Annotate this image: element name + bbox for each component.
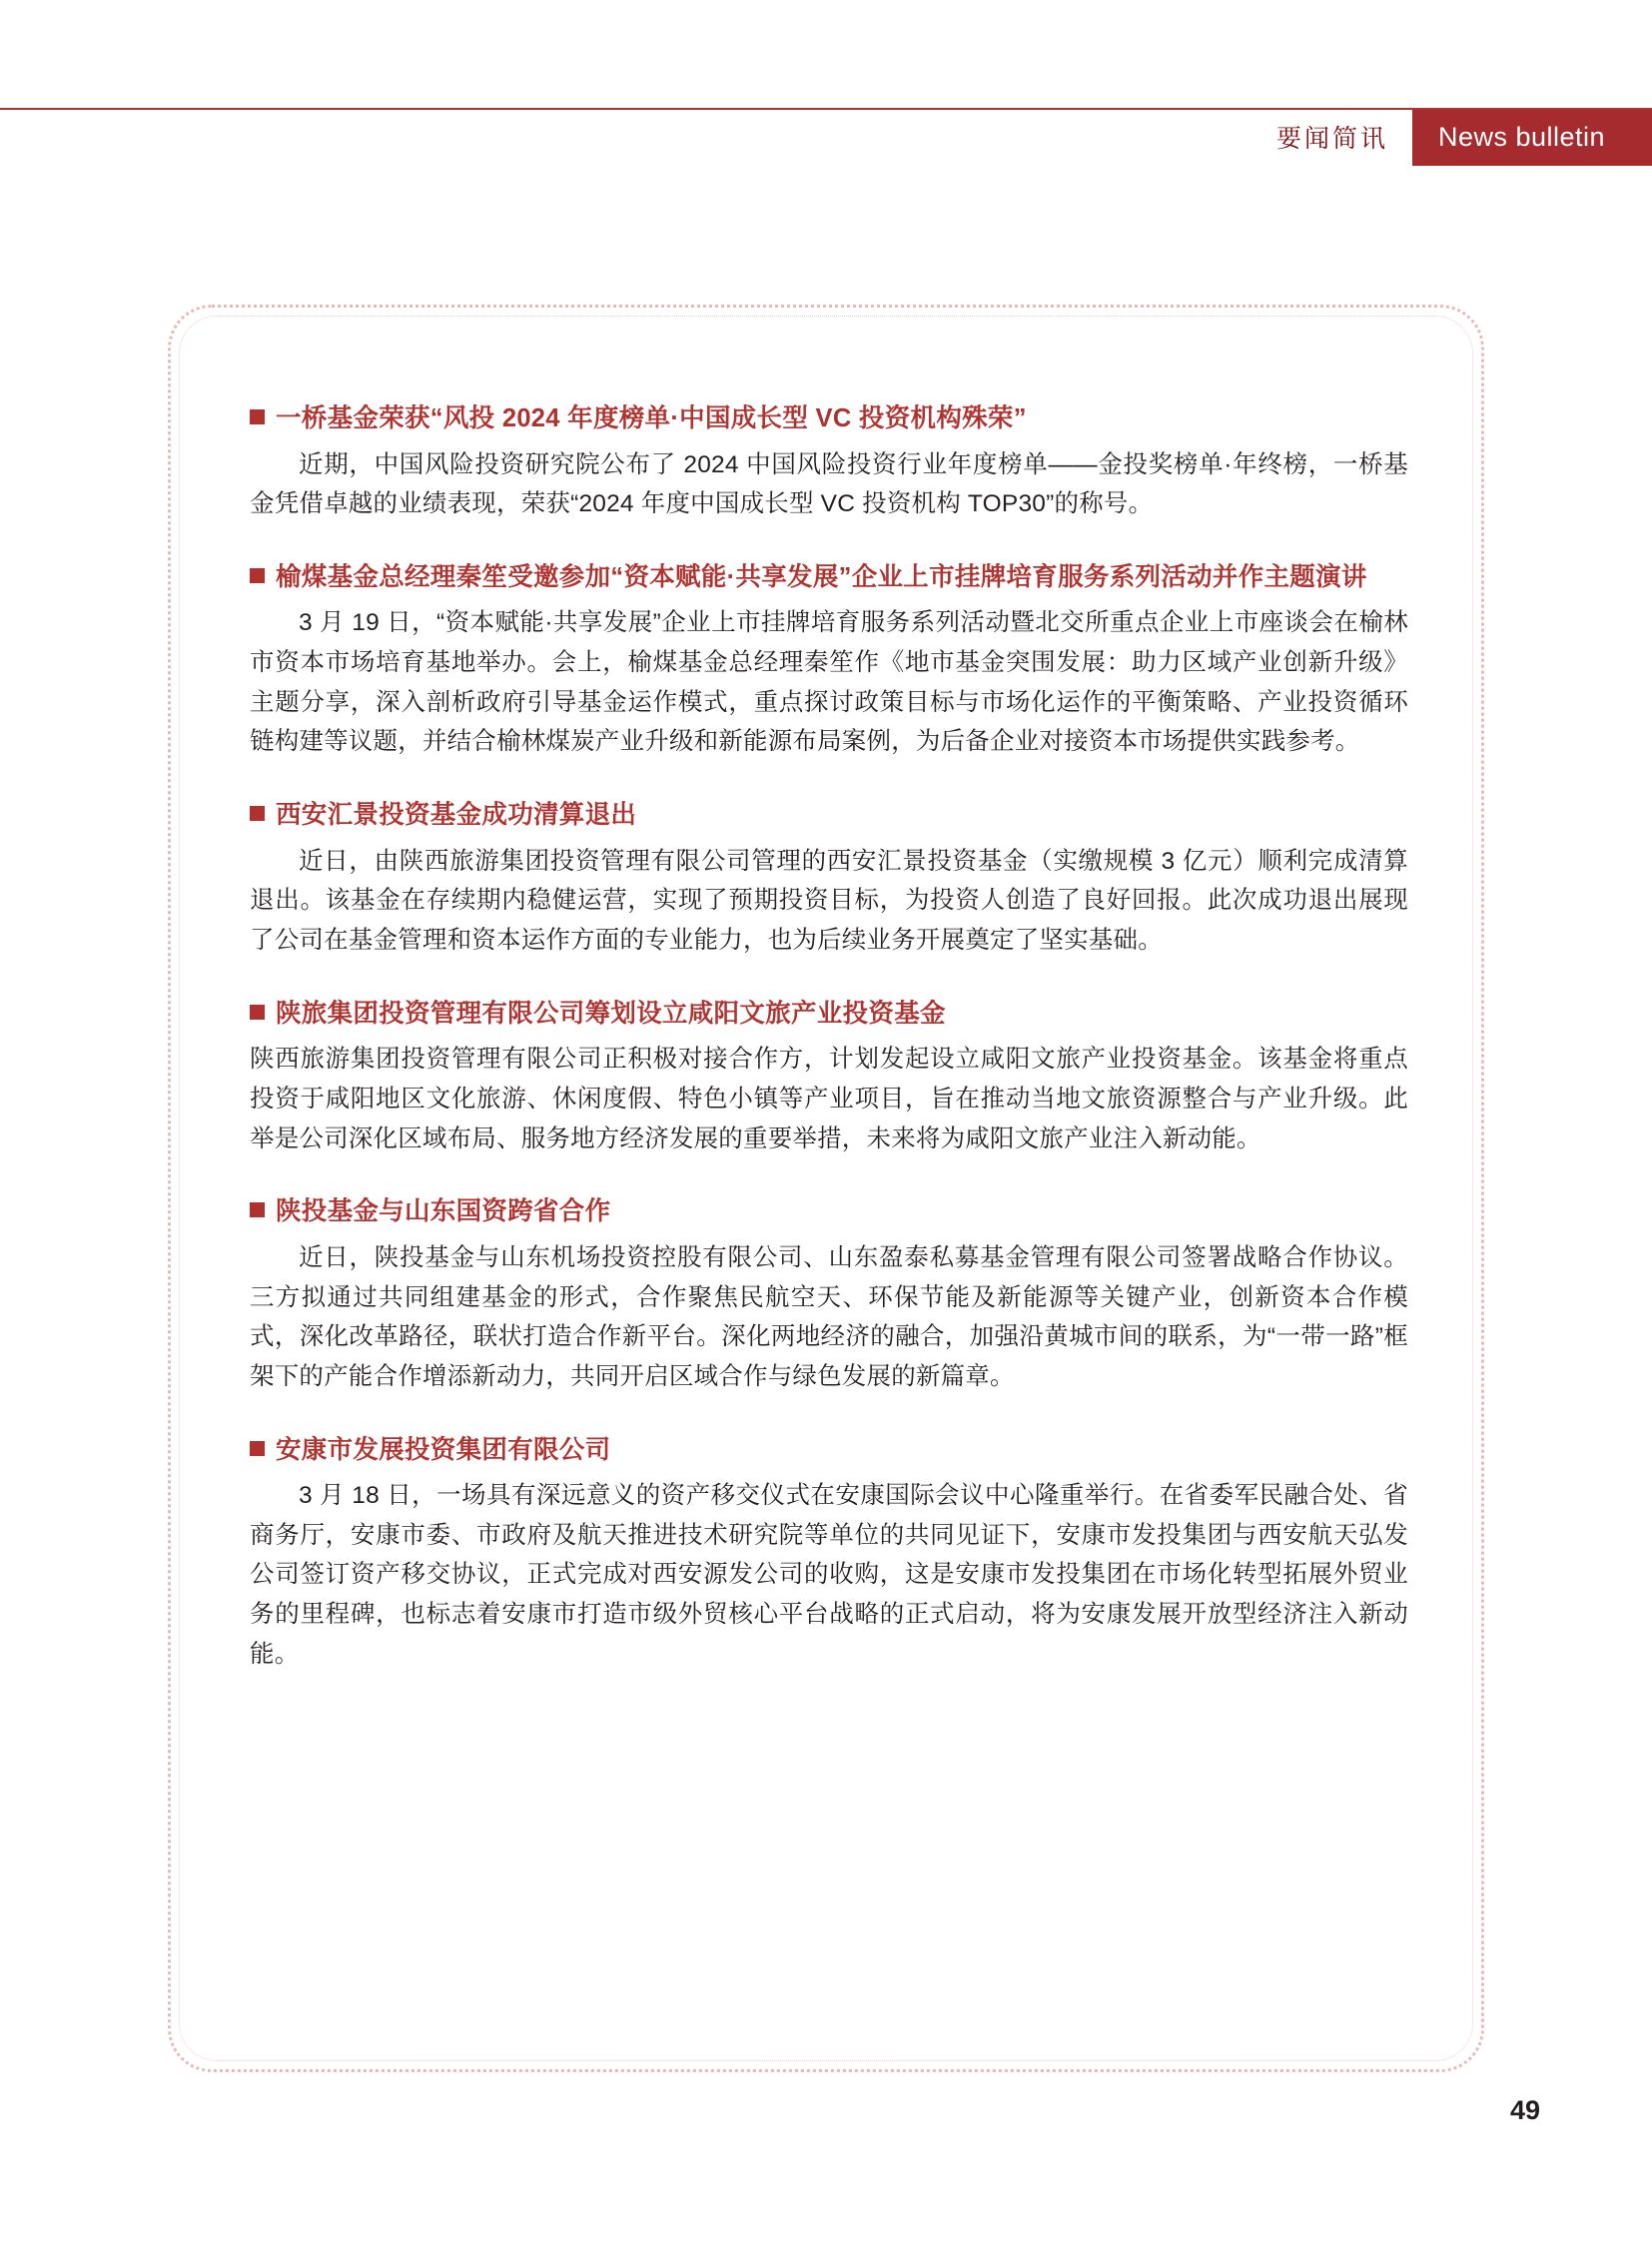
news-body: 近日，陕投基金与山东机场投资控股有限公司、山东盈泰私募基金管理有限公司签署战略合作协议。三方拟通过共同组建基金的形式，合作聚焦民航空天、环保节能及新能源等关键产业，创新资本合作模式，深化改革路径，联状打造合作新平台。深化两地经济的融合，加强沿黄城市间的联系，为“一带一路”框架下的产能合作增添新动力，共同开启区域合作与绿色发展的新篇章。 [250, 1243, 1408, 1390]
news-headline [250, 995, 1408, 1035]
news-item [250, 796, 1408, 961]
news-body: 近日，由陕西旅游集团投资管理有限公司管理的西安汇景投资基金（实缴规模 3 亿元）顺利完成清算退出。该基金在存续期内稳健运营，实现了预期投资目标，为投资人创造了良好回报。此次成功退出展现了公司在基金管理和资本运作方面的专业能力，也为后续业务开展奠定了坚实基础。 [250, 847, 1408, 955]
news-item [250, 1192, 1408, 1396]
page-header [0, 108, 1652, 166]
news-item [250, 399, 1408, 524]
news-headline-text: 安康市发展投资集团有限公司 [276, 1435, 611, 1464]
page-number: 49 [1509, 2095, 1540, 2125]
news-body: 3 月 19 日，“资本赋能·共享发展”企业上市挂牌培育服务系列活动暨北交所重点企业上市座谈会在榆林市资本市场培育基地举办。会上，榆煤基金总经理秦笙作《地市基金突围发展：助力区域产业创新升级》主题分享，深入剖析政府引导基金运作模式，重点探讨政策目标与市场化运作的平衡策略、产业投资循环链构建等议题，并结合榆林煤炭产业升级和新能源布局案例，为后备企业对接资本市场提供实践参考。 [250, 609, 1408, 756]
square-bullet-icon [250, 1005, 265, 1020]
news-headline [250, 796, 1408, 836]
square-bullet-icon [250, 409, 265, 424]
square-bullet-icon [250, 1441, 265, 1456]
news-headline-text: 一桥基金荣获“风投 2024 年度榜单·中国成长型 VC 投资机构殊荣” [276, 404, 1027, 432]
news-headline-text: 陕旅集团投资管理有限公司筹划设立咸阳文旅产业投资基金 [276, 999, 946, 1028]
header-rule [0, 108, 1652, 110]
square-bullet-icon [250, 1202, 265, 1217]
news-body: 3 月 18 日，一场具有深远意义的资产移交仪式在安康国际会议中心隆重举行。在省委军民融合处、省商务厅，安康市委、市政府及航天推进技术研究院等单位的共同见证下，安康市发投集团与西安航天弘发公司签订资产移交协议，正式完成对西安源发公司的收购，这是安康市发投集团在市场化转型拓展外贸业务的里程碑，也标志着安康市打造市级外贸核心平台战略的正式启动，将为安康发展开放型经济注入新动能。 [250, 1482, 1408, 1668]
header-title-cn: 要闻简讯 [1275, 125, 1388, 153]
square-bullet-icon [250, 568, 265, 583]
news-item [250, 995, 1408, 1159]
news-headline [250, 399, 1408, 439]
news-headline [250, 1192, 1408, 1232]
news-item [250, 558, 1408, 762]
news-item [250, 1431, 1408, 1675]
news-headline [250, 558, 1408, 598]
article-list [250, 399, 1408, 1675]
news-body: 陕西旅游集团投资管理有限公司正积极对接合作方，计划发起设立咸阳文旅产业投资基金。该基金将重点投资于咸阳地区文化旅游、休闲度假、特色小镇等产业项目，旨在推动当地文旅资源整合与产业升级。此举是公司深化区域布局、服务地方经济发展的重要举措，未来将为咸阳文旅产业注入新动能。 [250, 1046, 1408, 1152]
news-headline-text: 陕投基金与山东国资跨省合作 [276, 1197, 611, 1226]
news-body: 近期，中国风险投资研究院公布了 2024 中国风险投资行业年度榜单——金投奖榜单·年终榜，一桥基金凭借卓越的业绩表现，荣获“2024 年度中国成长型 VC 投资机构 TOP30”的称号。 [250, 450, 1408, 518]
news-headline-text: 榆煤基金总经理秦笙受邀参加“资本赋能·共享发展”企业上市挂牌培育服务系列活动并作主题演讲 [276, 562, 1367, 591]
header-title-en: News bulletin [1412, 108, 1652, 166]
news-headline [250, 1431, 1408, 1471]
news-headline-text: 西安汇景投资基金成功清算退出 [276, 801, 637, 830]
square-bullet-icon [250, 806, 265, 821]
